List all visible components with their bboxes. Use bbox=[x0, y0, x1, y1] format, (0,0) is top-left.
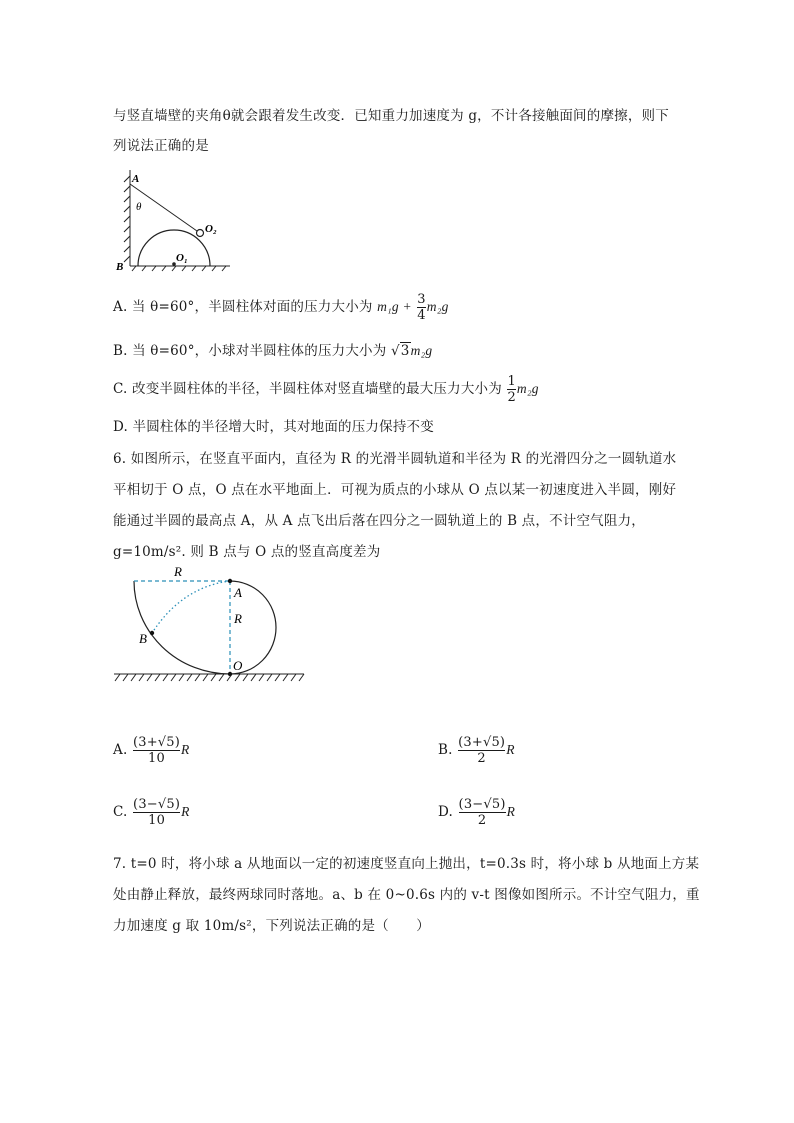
label-R-top: R bbox=[174, 564, 182, 579]
label-R-mid: R bbox=[234, 611, 242, 626]
q6-option-D bbox=[438, 797, 515, 828]
q5-intro-line2: 列说法正确的是 bbox=[113, 138, 209, 154]
q6-option-A-num: (3+√5) bbox=[132, 735, 181, 750]
q6-option-A bbox=[113, 735, 189, 766]
q6-option-C-den: 10 bbox=[133, 812, 180, 828]
q7-line2: 处由静止释放，最终两球同时落地。a、b 在 0~0.6s 内的 v-t 图像如图所示。不计空气阻力，重 bbox=[113, 887, 700, 903]
q5-option-B bbox=[113, 339, 432, 359]
q5-option-C-lead: C. 改变半圆柱体的半径，半圆柱体对竖直墙壁的最大压力大小为 bbox=[113, 381, 502, 397]
q6-option-B-num: (3+√5) bbox=[458, 735, 506, 750]
q5-option-C-den: 2 bbox=[507, 390, 516, 405]
label-theta: θ bbox=[136, 201, 142, 213]
quarter-track bbox=[134, 581, 230, 674]
q7-line3: 力加速度 g 取 10m/s²，下列说法正确的是（ ） bbox=[113, 918, 430, 934]
q6-line2: 平相切于 O 点，O 点在水平地面上．可视为质点的小球从 O 点以某一初速度进入半圆，刚好 bbox=[113, 482, 677, 498]
q5-option-D: D. 半圆柱体的半径增大时，其对地面的压力保持不变 bbox=[113, 419, 434, 435]
point-B bbox=[150, 631, 154, 635]
ball-o2 bbox=[197, 230, 204, 237]
q6-option-D-fraction bbox=[459, 797, 506, 828]
point-A bbox=[228, 579, 232, 583]
point-O bbox=[228, 672, 232, 676]
q6-option-D-den: 2 bbox=[459, 812, 506, 828]
q6-figure bbox=[112, 562, 308, 688]
q6-option-C-label: C. bbox=[113, 804, 128, 820]
q6-option-C bbox=[113, 797, 190, 828]
q5-option-A-m1g: m₁g + bbox=[377, 299, 412, 314]
q5-option-A-lead: A. 当 θ=60°，半圆柱体对面的压力大小为 bbox=[113, 299, 373, 315]
q6-option-A-label: A. bbox=[113, 742, 128, 758]
q6-option-A-fraction bbox=[133, 735, 180, 766]
q5-option-B-sqrt bbox=[391, 343, 411, 359]
label-A: A bbox=[132, 173, 140, 185]
ground-hatch bbox=[130, 266, 230, 271]
q6-line3: 能通过半圆的最高点 A，从 A 点飞出后落在四分之一圆轨道上的 B 点，不计空气阻力， bbox=[113, 513, 645, 529]
q5-option-C-tail: m₂g bbox=[516, 381, 539, 396]
q6-option-B-fraction bbox=[458, 735, 505, 766]
q5-option-A bbox=[113, 292, 449, 323]
label-O2: O₂ bbox=[205, 223, 217, 235]
q6-option-B-label: B. bbox=[438, 742, 453, 758]
q5-option-C-fraction bbox=[507, 374, 515, 405]
q5-option-A-den: 4 bbox=[417, 308, 426, 323]
q5-option-A-num: 3 bbox=[417, 292, 426, 307]
wall-hatch bbox=[124, 170, 130, 266]
label-O1: O₁ bbox=[176, 252, 188, 264]
q6-option-B-den: 2 bbox=[458, 750, 505, 766]
q6-line1: 6. 如图所示，在竖直平面内，直径为 R 的光滑半圆轨道和半径为 R 的光滑四分之一圆轨道水 bbox=[113, 451, 677, 467]
label-O: O bbox=[233, 658, 243, 673]
q6-option-C-tail: R bbox=[181, 804, 190, 819]
q5-option-B-lead: B. 当 θ=60°，小球对半圆柱体的压力大小为 bbox=[113, 343, 387, 359]
q7-line1: 7. t=0 时，将小球 a 从地面以一定的初速度竖直向上抛出，t=0.3s 时，将小球 b 从地面上方某 bbox=[113, 856, 700, 872]
q6-option-C-num: (3−√5) bbox=[133, 797, 181, 812]
label-B: B bbox=[116, 261, 124, 273]
q5-option-C-num: 1 bbox=[507, 374, 516, 389]
q6-line4: g=10m/s². 则 B 点与 O 点的竖直高度差为 bbox=[113, 544, 381, 560]
q6-option-B-tail: R bbox=[506, 742, 515, 757]
sqrt-symbol: √ bbox=[390, 343, 400, 359]
q5-option-A-m2g: m₂g bbox=[426, 299, 449, 314]
q6-option-B bbox=[438, 735, 515, 766]
q5-intro-line1: 与竖直墙壁的夹角θ就会跟着发生改变．已知重力加速度为 g，不计各接触面间的摩擦，则下 bbox=[113, 108, 669, 124]
q6-option-D-num: (3−√5) bbox=[458, 797, 506, 812]
trajectory bbox=[152, 581, 230, 633]
q5-option-A-fraction bbox=[417, 292, 425, 323]
q6-option-A-den: 10 bbox=[133, 750, 180, 766]
q5-option-B-tail: m₂g bbox=[410, 343, 433, 358]
label-A: A bbox=[234, 585, 242, 600]
q6-option-A-tail: R bbox=[181, 742, 190, 757]
q5-figure bbox=[112, 166, 234, 274]
ground-hatch bbox=[114, 674, 304, 681]
label-B: B bbox=[139, 631, 147, 646]
q5-option-C bbox=[113, 374, 539, 405]
q5-option-B-radicand: 3 bbox=[400, 343, 410, 359]
q6-option-D-tail: R bbox=[506, 804, 516, 819]
q6-option-D-label: D. bbox=[438, 804, 454, 820]
q6-option-C-fraction bbox=[133, 797, 180, 828]
